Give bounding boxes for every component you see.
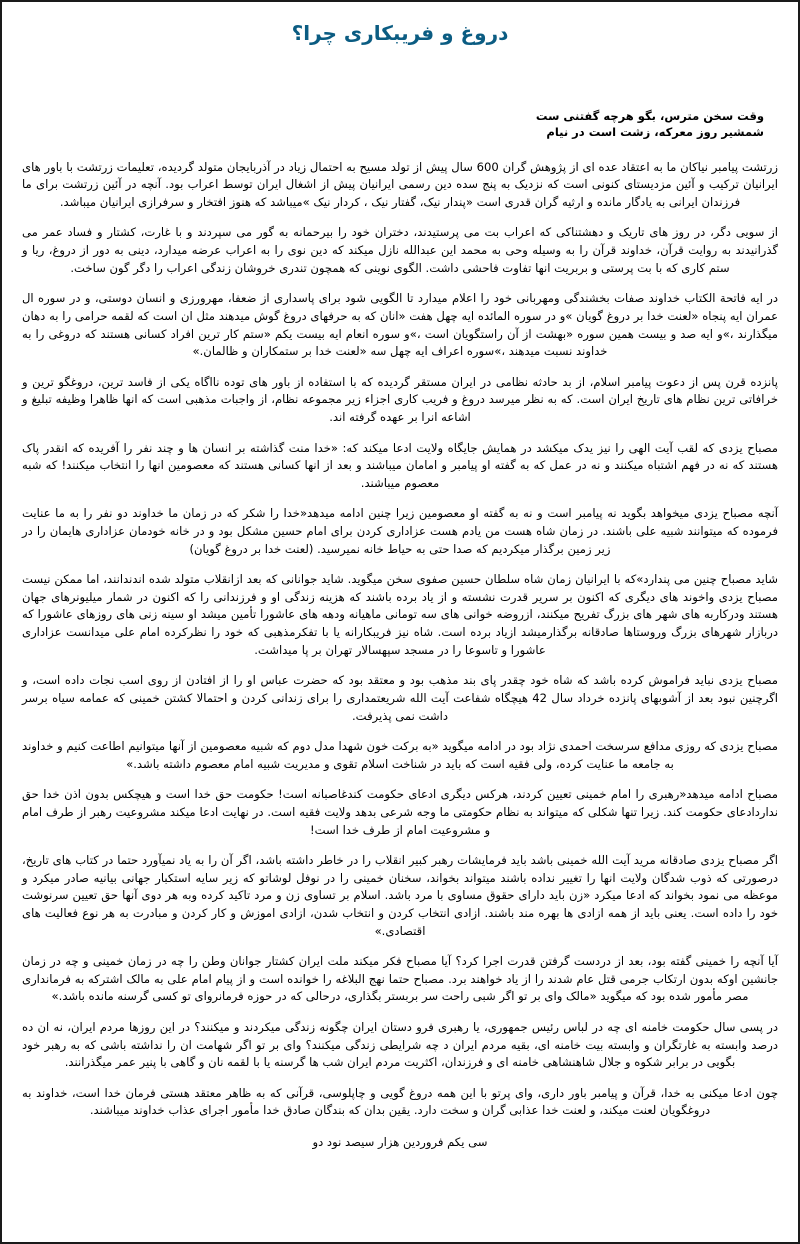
paragraph: شاید مصباح چنین می پندارد»که با ایرانیان زمان شاه سلطان حسین صفوی سخن میگوید. شاید جوانانی که بعد ازانقلاب متولد شده اندندانند، اما ممکن نیست مصباح یزدی واخوند های دیگری که اکنون بر سریر قدرت نشسته و از یاد برده باشند که هزینه زندگی او و فرزندانی را که اکنون در شمار میلیونرهای جهان هستند ودرکاربه های شهر های بزرگ تفریح میکنند، ازروضه خوانی های سه تومانی ماهیانه ودهه های عاشورا تأمین میشد او سینه زنی های روزهای عاشورا که دربازار شهرهای بزرگ وروستاها صادقانه برگذارمیشد ازیاد برده است. شاه نیز فریبکارانه یا با تفکرمذهبی که خود را نظرکرده امام علی میدانست عزاداری عاشورا و تاسوعا را در مسجد سپهسالار تهران بر پا میداشت. xyxy=(22,572,778,657)
signature-date: سی یکم فروردین هزار سیصد نود دو xyxy=(312,1135,488,1150)
paragraph: اگر مصباح یزدی صادقانه مرید آیت الله خمینی باشد باید فرمایشات رهبر کبیر انقلاب را در خاطر داشته باشد، اگر آن را به یاد نمیآورد حتما در کتاب های تاریخ، درصورتی که ذوب شدگان ولایت انها را تغییر نداده باشند میتواند بخواند، سخنان خمینی را در نوفل لوشاتو که زیر سایه استکبار جهانی بیانیه صادر میکرد و موعظه می نمود بخواند که ادعا میکرد «زن باید دارای حقوق مساوی با مرد باشد. اسلام بر تساوی زن و مرد تاکید کرده وبه هر دوی آنها حق تعیین سرنوشت خود را داده است. یعنی باید از همه ازادی ها بهره مند باشند. ازادی انتخاب کردن و انتخاب شدن، ازادی اموزش و کار کردن و مبادرت به هر نوع فعالیت های اقتصادی.» xyxy=(22,853,778,938)
paragraph: مصباح ادامه میدهد«رهبری را امام خمینی تعیین کردند، هرکس دیگری ادعای حکومت کندغاصبانه است! حکومت حق خدا است و هیچکس بدون اذن خدا حق نداردادعای حکومت کند. زیرا تنها شکلی که میتواند به نظام حکومتی ما وجه شرعی بدهد ولایت فقیه است. در نهایت ادعا میکند مشروعیت رهبر از طرف امام و مشروعیت امام از طرف خدا است! xyxy=(22,787,778,837)
epigraph-block xyxy=(16,108,764,141)
epigraph-line-1: وقت سخن مترس، بگو هرچه گفتنی ست xyxy=(535,109,764,123)
page-title: دروغ و فریبکاری چرا؟ xyxy=(291,21,509,45)
article-text xyxy=(22,159,778,1120)
paragraph: در ایه فاتحة الکتاب خداوند صفات بخشندگی ومهربانی خود را اعلام میدارد تا الگویی شود برای پاسداری از ضعفا، مهرورزی و انسان دوستی، و در سوره ال عمران ایه پنجاه «لعنت خدا بر دروغ گویان »و در سوره المائده ایه چهل هفت «انان که به حرفهای دروغ گوش میدهند مثل ان است که لقمه حرامی را به دهان میگذارند ،»و ایه صد و بیست همین سوره «بهشت از آن راستگویان است ،»و سوره انعام ایه بیست یکم «ستم کار ترین افراد کسانی هستند که دروغی را به خداوند نسبت میدهند ،»سوره اعراف ایه چهل سه «لعنت خدا بر ستمکاران و ظالمان.» xyxy=(22,291,778,359)
paragraph: پانزده قرن پس از دعوت پیامبر اسلام، از بد حادثه نظامی در ایران مستقر گردیده که با استفاده از باور های توده نااگاه یکی از فاسد ترین، دروغگو ترین و خرافاتی ترین نظام های تاریخ ایران است. که به نظر میرسد دروغ و فریب کاری اجزاء زیر مجموعه نظام، از واجبات مذهبی است که انها ظاهرا وظیفه تبلیغ و اشاعه انرا بر عهده گرفته اند. xyxy=(22,374,778,424)
paragraph: از سویی دگر، در روز های تاریک و دهشتناکی که اعراب بت می پرستیدند، دختران خود را بیرحمانه به گور می سپردند و با غارت، کشتار و فساد عمر می گذرانیدند به روایت قرآن، خداوند قرآن را به وسیله وحی به محمد این عبدالله نازل میکند که دین نوی را به اعراب عرضه میدارد، دینی به دور از دروغ، ریا و ستم کاری که با بت پرستی و بربریت انها تفاوت فاحشی داشت. الگوی نوینی که همچون تندری خروشان زندگی اعراب را دگر گون ساخت. xyxy=(22,225,778,275)
epigraph-line-2: شمشیر روز معرکه، زشت است در نیام xyxy=(546,125,764,140)
paragraph: در پسی سال حکومت خامنه ای چه در لباس رئیس جمهوری، یا رهبری فرو دستان ایران چگونه زندگی میکردند و میکنند؟ در این روزها مردم ایران، نه ان ده درصد وابسته به غارتگران و وابسته بیت خامنه ای، بقیه مردم ایران د چه شرایطی زندگی میکنند؟ وای بر تو اگر شهامت ان را نداشته باشی که به رهبر خود بگویی در برابر شکوه و جلال شاهنشاهی خامنه ای و فرزندان، اکثریت مردم ایران شب ها گرسنه یا با لقمه نان و گاهی با پنیر عمر میگذرانند. xyxy=(22,1020,778,1070)
document-body xyxy=(2,2,798,1151)
paragraph: چون ادعا میکنی به خدا، قرآن و پیامبر باور داری، وای پرتو با این همه دروغ گویی و چاپلوسی، قرآنی که به ظاهر معتقد هستی فرمان خدا است، خداوند به دروغگویان لعنت میکند، و لعنت خدا عذابی گران و سخت دارد. یقین بدان که بندگان صادق خدا مأمور اجرای عذاب خداوند میباشند. xyxy=(22,1085,778,1118)
paragraph: آنچه مصباح یزدی میخواهد بگوید نه پیامبر است و نه به گفته او معصومین زیرا چنین ادامه میدهد«خدا را شکر که در زمان ما خداوند دو نفر را به ما عنایت فرموده که میتوانند شبیه علی باشند. در زمان شاه هست من یادم هست عزاداری کردن برای امام حسین مشکل بود و در خانه خودمان عزاداری هایمان را در زیر زمین برگذار میکردیم که صدا حتی به حیاط خانه نمیرسید. (لعنت خدا بر دروغ گویان) xyxy=(22,506,778,556)
paragraph: آیا آنچه را خمینی گفته بود، بعد از دردست گرفتن قدرت اجرا کرد؟ آیا مصباح فکر میکند ملت ایران کشتار جوانان وطن را چه در زمان خمینی و چه در زمان جانشین اوکه بدون ارتکاب جرمی قتل عام شدند را از یاد خواهند برد. مصباح حتما نهج البلاغه را خوانده است و از پیام امام علی به مالک اشترکه به فرمانداری مصر مأمور شده بود که میگوید «مالک وای بر تو اگر شبی راحت سر بربستر بگذاری، درحالی که در حوزه فرمانروای تو کسی گرسنه مانده باشد.» xyxy=(22,954,778,1004)
paragraph: مصباح یزدی که روزی مدافع سرسخت احمدی نژاد بود در ادامه میگوید «به برکت خون شهدا مدل دوم که شبیه معصومین از آنها میتوانیم اطاعت کنیم و خداوند به جامعه ما عنایت کرده، ولی فقیه است که باید در شناخت اسلام تقوی و مدیریت شبیه امام معصوم داشته باشد.» xyxy=(22,739,778,771)
paragraph: زرتشت پیامبر نیاکان ما به اعتقاد عده ای از پژوهش گران 600 سال پیش از تولد مسیح به احتمال زیاد در آذربایجان متولد گردیده، تعلیمات زرتشت با باور های ایرانیان ترکیب و آئین مزدیستای کنونی است که نزدیک به پنج سده دین رسمی ایرانیان پیش از اشغال ایران توسط اعراب بود. آنچه در آئین زرتشت برای ما فرزندان ایرانی به یادگار مانده و ارثیه گران قدری است «پندار نیک، گفتار نیک ، کردار نیک »میباشد که هنوز افتخار و سرفرازی ایرانیان میباشد. xyxy=(22,159,778,209)
paragraph: مصباح یزدی که لقب آیت الهی را نیز یدک میکشد در همایش جایگاه ولایت ادعا میکند که: «خدا منت گذاشته بر انسان ها و چند نفر را آفریده که انقدر پاک هستند که نه در فهم اشتباه میکنند و نه در عمل که به گفته او پیامبر و امامان میباشند و بعد از انها کسانی هستند که معصومین انها را انتخاب میکنند! که شبه معصوم میباشند. xyxy=(22,440,778,490)
paragraph: مصباح یزدی نباید فراموش کرده باشد که شاه خود چقدر پای بند مذهب بود و معتقد بود که حضرت عباس او را از افتادن از روی اسب نجات داده است، و اگرچنین نبود بعد از آشوبهای پانزده خرداد سال 42 هیچگاه شفاعت آیت الله شریعتمداری را برای زندانی کردن و احتمالا کشتن خمینی که عمامه سیاه برسر داشت نمی پذیرفت. xyxy=(22,673,778,723)
